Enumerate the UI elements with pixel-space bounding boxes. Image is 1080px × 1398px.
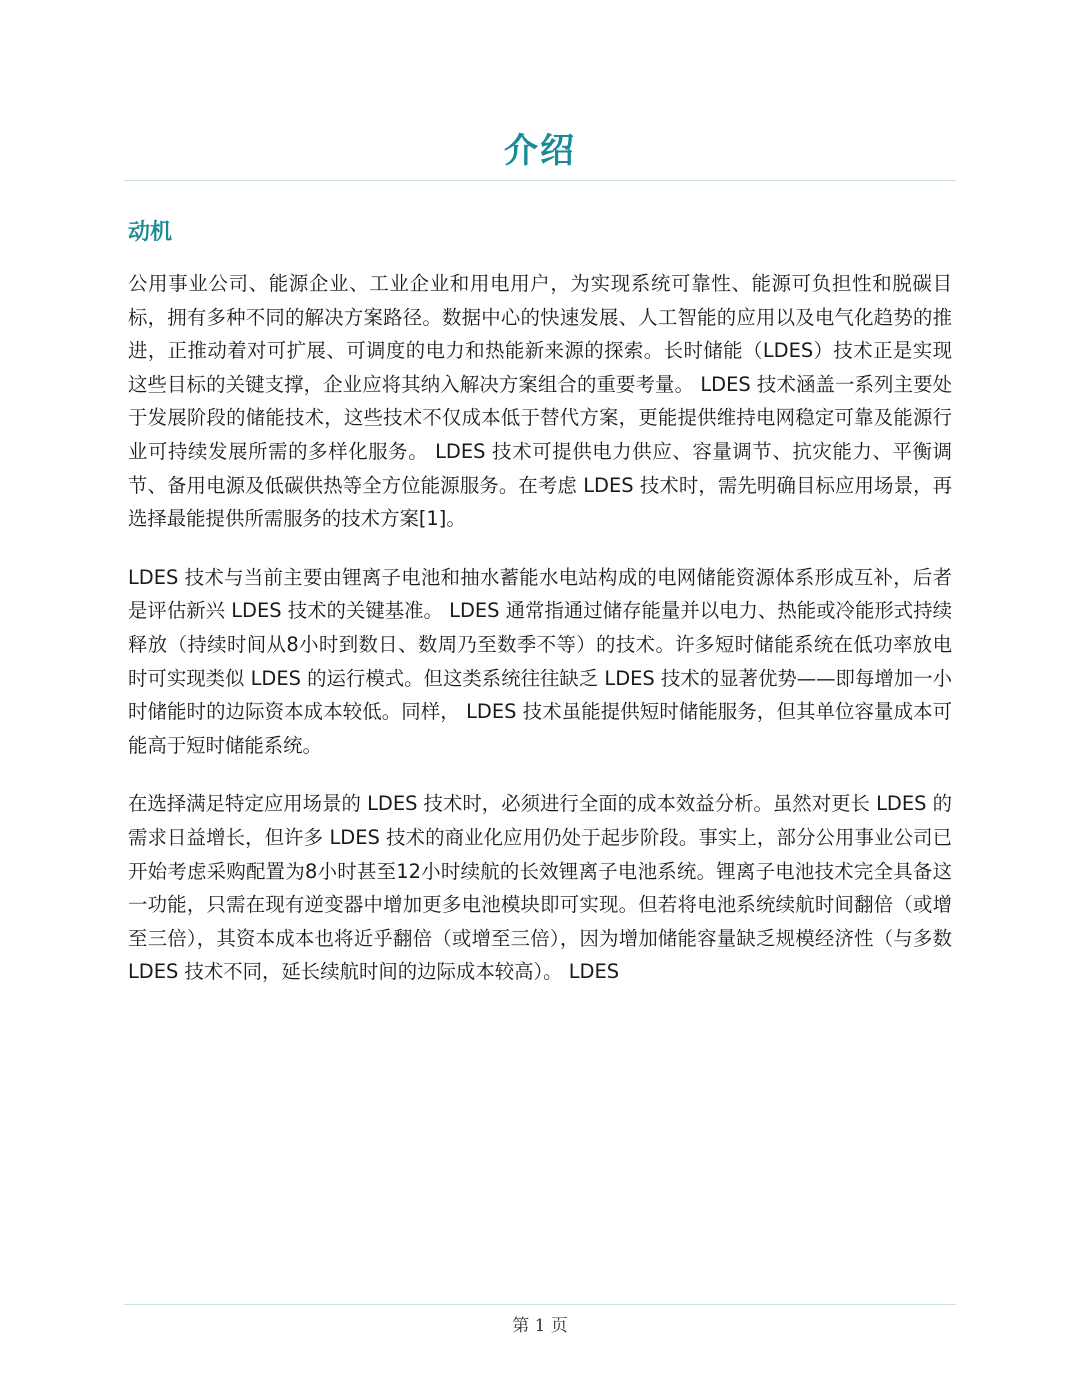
paragraph-1: 公用事业公司、能源企业、工业企业和用电用户，为实现系统可靠性、能源可负担性和脱碳目标，拥有多种不同的解决方案路径。数据中心的快速发展、人工智能的应用以及电气化趋势的推进，正推动着对可扩展、可调度的电力和热能新来源的探索。长时储能（LDES）技术正是实现这些目标的关键支撑，企业应将其纳入解决方案组合的重要考量。 LDES 技术涵盖一系列主要处于发展阶段的储能技术，这些技术不仅成本低于替代方案，更能提供维持电网稳定可靠及能源行业可持续发展所需的多样化服务。 LDES 技术可提供电力供应、容量调节、抗灾能力、平衡调节、备用电源及低碳供热等全方位能源服务。在考虑 LDES 技术时，需先明确目标应用场景，再选择最能提供所需服务的技术方案[1]。 — [128, 272, 952, 531]
footer-divider — [124, 1304, 956, 1305]
page-title: 介绍 — [504, 131, 576, 171]
paragraph-2: LDES 技术与当前主要由锂离子电池和抽水蓄能水电站构成的电网储能资源体系形成互补，后者是评估新兴 LDES 技术的关键基准。 LDES 通常指通过储存能量并以电力、热能或冷能形式持续释放（持续时间从8小时到数日、数周乃至数季不等）的技术。许多短时储能系统在低功率放电时可实现类似 LDES 的运行模式。但这类系统往往缺乏 LDES 技术的显著优势——即每增加一小时储能时的边际资本成本较低。同样， LDES 技术虽能提供短时储能服务，但其单位容量成本可能高于短时储能系统。 — [128, 565, 952, 757]
page-number: 第 1 页 — [512, 1316, 568, 1336]
section-heading: 动机 — [128, 220, 173, 245]
title-divider — [124, 180, 956, 181]
document-body — [128, 267, 952, 1014]
paragraph-3: 在选择满足特定应用场景的 LDES 技术时，必须进行全面的成本效益分析。虽然对更长 LDES 的需求日益增长，但许多 LDES 技术的商业化应用仍处于起步阶段。事实上，部分公用事业公司已开始考虑采购配置为8小时甚至12小时续航的长效锂离子电池系统。锂离子电池技术完全具备这一功能，只需在现有逆变器中增加更多电池模块即可实现。但若将电池系统续航时间翻倍（或增至三倍），其资本成本也将近乎翻倍（或增至三倍），因为增加储能容量缺乏规模经济性（与多数 LDES 技术不同，延长续航时间的边际成本较高）。 LDES — [128, 792, 952, 984]
